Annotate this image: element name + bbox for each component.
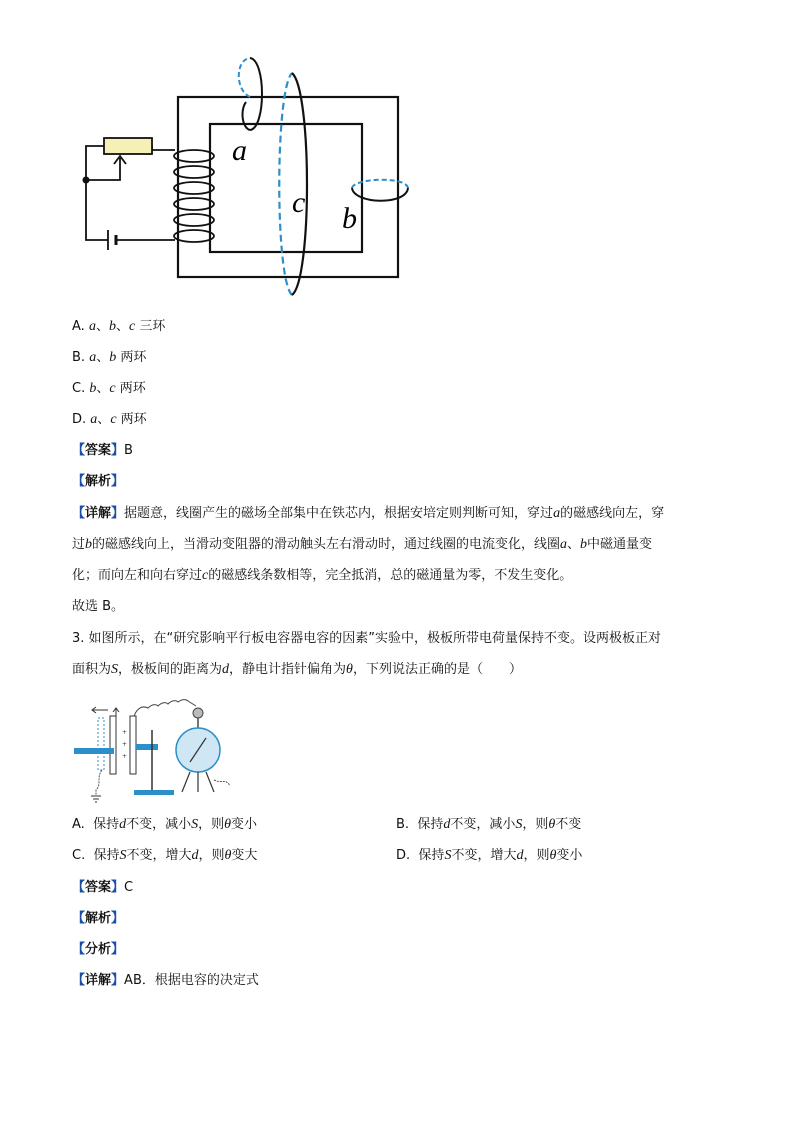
junction-dot [83, 177, 90, 184]
q3-detail: 【详解】AB．根据电容的决定式 [72, 973, 259, 988]
label-b: b [342, 202, 357, 235]
figure-magnetic-circuit [80, 70, 420, 310]
q2-option-a[interactable]: A. a、b、c 三环 [72, 319, 166, 334]
q3-stem-line-2: 面积为S，极板间的距离为d，静电计指针偏角为θ，下列说法正确的是（ ） [72, 662, 522, 677]
ground-wire [96, 770, 102, 796]
q3-stem-line-1: 3. 如图所示，在“研究影响平行板电容器电容的因素”实验中，极板所带电荷量保持不变。设两极板正对 [72, 631, 662, 646]
right-holder [136, 744, 158, 750]
q2-detail-line-2: 过b的磁感线向上，当滑动变阻器的滑动触头左右滑动时，通过线圈的电流变化，线圈a、b中磁通量变 [72, 537, 653, 552]
q2-answer: 【答案】B [72, 443, 133, 458]
q3-option-a[interactable]: A. 保持d不变，减小S，则θ变小 [72, 817, 258, 832]
ring-a-back [239, 58, 250, 97]
right-plate [130, 716, 136, 774]
electroscope-ball [193, 708, 203, 718]
q2-option-c[interactable]: C. b、c 两环 [72, 381, 146, 396]
ring-c-back [279, 73, 292, 295]
move-arrow [92, 707, 108, 713]
q3-option-d[interactable]: D. 保持S不变，增大d，则θ变小 [396, 848, 583, 863]
q3-answer: 【答案】C [72, 880, 134, 895]
q2-option-d[interactable]: D. a、c 两环 [72, 412, 147, 427]
left-handle [74, 748, 114, 754]
ring-c-front [292, 73, 307, 295]
circuit-wires [86, 146, 175, 240]
figure-capacitor-electroscope [72, 700, 262, 804]
electroscope-ground-wire [214, 780, 230, 786]
q2-analysis-heading: 【解析】 [72, 474, 125, 489]
q2-conclusion: 故选 B。 [72, 599, 125, 614]
ring-b-back [352, 180, 408, 188]
charge-signs-left: + [122, 729, 128, 736]
ring-a-front [250, 58, 262, 130]
label-c: c [292, 186, 306, 219]
q2-detail-line-3: 化；而向左和向右穿过c的磁感线条数相等，完全抵消，总的磁通量为零，不发生变化。 [72, 568, 573, 583]
charge-signs-left-2: + [122, 741, 128, 748]
ground-symbol [91, 796, 101, 802]
q3-analysis-heading: 【解析】 [72, 911, 125, 926]
ring-a-bottom [243, 102, 250, 130]
ring-b-front [352, 188, 408, 201]
label-a: a [232, 134, 247, 167]
left-plate [110, 716, 116, 774]
stand-base [134, 790, 174, 795]
rheostat [104, 138, 152, 154]
q3-analysis2-heading: 【分析】 [72, 942, 125, 957]
coil [174, 150, 214, 242]
q2-option-b[interactable]: B. a、b 两环 [72, 350, 147, 365]
electroscope-legs [182, 772, 214, 792]
left-plate-dashed [98, 718, 104, 770]
q3-option-c[interactable]: C. 保持S不变，增大d，则θ变大 [72, 848, 258, 863]
charge-signs-left-3: + [122, 753, 128, 760]
coil-wire [134, 700, 196, 716]
q3-option-b[interactable]: B. 保持d不变，减小S，则θ不变 [396, 817, 582, 832]
q2-detail-line-1: 【详解】据题意，线圈产生的磁场全部集中在铁芯内，根据安培定则判断可知，穿过a的磁感线向左，穿 [72, 506, 665, 521]
